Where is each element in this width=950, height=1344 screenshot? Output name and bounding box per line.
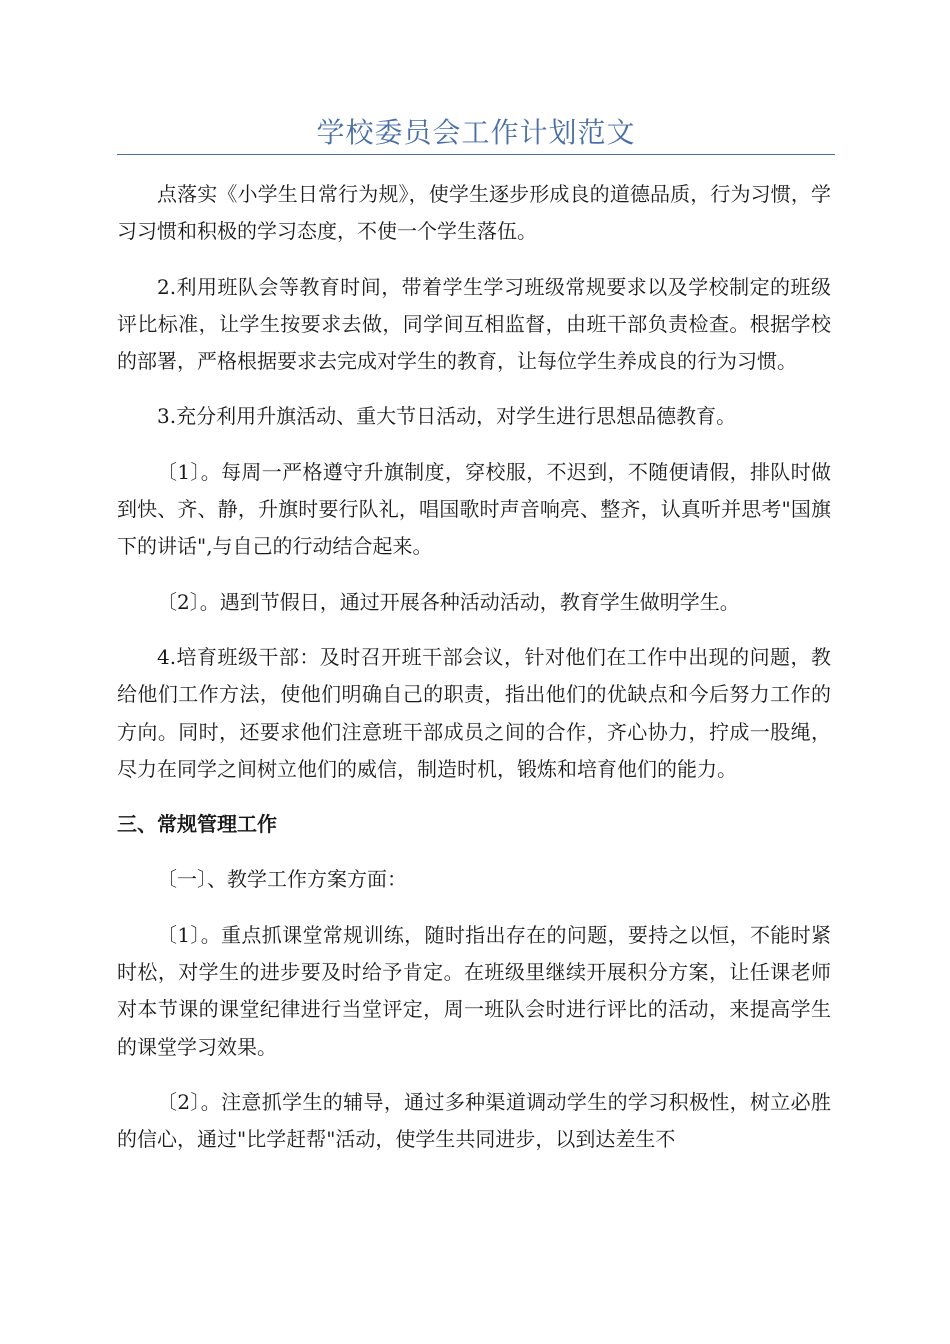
document-body: [117, 176, 831, 1177]
paragraph-teaching-2: 〔2〕。注意抓学生的辅导，通过多种渠道调动学生的学习积极性，树立必胜的信心，通过"比学赶帮"活动，使学生共同进步，以到达差生不: [117, 1089, 831, 1152]
paragraph-sub-1: 〔1〕。每周一严格遵守升旗制度，穿校服，不迟到，不随便请假，排队时做到快、齐、静，升旗时要行队礼，唱国歌时声音响亮、整齐，认真听并思考"国旗下的讲话",与自己的行动结合起来。: [117, 459, 831, 559]
paragraph-sub-2: 〔2〕。遇到节假日，通过开展各种活动活动，教育学生做明学生。: [157, 589, 740, 614]
paragraph-item-4: 4.培育班级干部：及时召开班干部会议，针对他们在工作中出现的问题，教给他们工作方法，使他们明确自己的职责，指出他们的优缺点和今后努力工作的方向。同时，还要求他们注意班干部成员之间的合作，齐心协力，拧成一股绳，尽力在同学之间树立他们的威信，制造时机，锻炼和培育他们的能力。: [117, 644, 831, 781]
title-underline: [117, 154, 835, 155]
paragraph-item-2: 2.利用班队会等教育时间，带着学生学习班级常规要求以及学校制定的班级评比标准，让学生按要求去做，同学间互相监督，由班干部负责检查。根据学校的部署，严格根据要求去完成对学生的教育，让每位学生养成良的行为习惯。: [117, 274, 831, 374]
section-heading: 三、常规管理工作: [117, 812, 277, 837]
paragraph-behavior-norms: 点落实《小学生日常行为规》，使学生逐步形成良的道德品质，行为习惯，学习习惯和积极的学习态度，不使一个学生落伍。: [117, 182, 831, 244]
subsection-heading: 〔一〕、教学工作方案方面：: [157, 867, 407, 892]
paragraph-teaching-1: 〔1〕。重点抓课堂常规训练，随时指出存在的问题，要持之以恒，不能时紧时松，对学生的进步要及时给予肯定。在班级里继续开展积分方案，让任课老师对本节课的课堂纪律进行当堂评定，周一班队会时进行评比的活动，来提高学生的课堂学习效果。: [117, 922, 831, 1059]
document-title: 学校委员会工作计划范文: [316, 116, 636, 149]
paragraph-item-3: 3.充分利用升旗活动、重大节日活动，对学生进行思想品德教育。: [157, 404, 737, 429]
